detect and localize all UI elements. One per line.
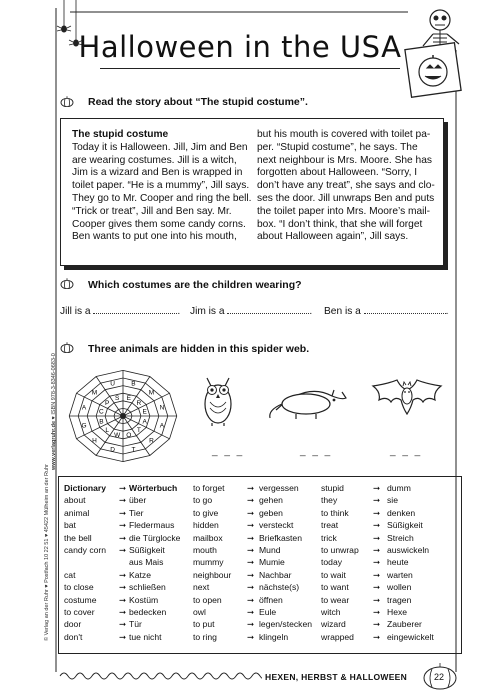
dict-german-term: Mumie — [259, 557, 285, 568]
story-line: per. “Stupid costume”, he says. The — [257, 141, 418, 153]
owl-icon — [198, 372, 238, 428]
page-number: 22 — [434, 672, 445, 682]
arrow-icon: ➞ — [373, 520, 381, 531]
answer-jim: Jim is a . — [190, 306, 313, 317]
dict-english-term: next — [193, 582, 210, 593]
task-2-instruction: Which costumes are the children wearing? — [88, 279, 302, 291]
arrow-icon: ➞ — [247, 544, 255, 555]
side-publisher-info: © Verlag an der Ruhr ♥ Postfach 10 22 51 ♥ 45422 Mülheim an der Ruhr — [44, 464, 50, 641]
dict-german-term: schließen — [129, 582, 166, 593]
arrow-icon: ➞ — [373, 495, 381, 506]
dict-german-term: bedecken — [129, 606, 167, 617]
dict-english-term: to cover — [64, 606, 95, 617]
dict-english-term: to give — [193, 507, 219, 518]
dict-col-1-en — [64, 482, 122, 643]
title-underline — [100, 68, 400, 69]
pumpkin-icon — [60, 96, 74, 107]
dict-english-term: costume — [64, 594, 97, 605]
web-letter[interactable]: A — [159, 422, 165, 430]
dict-german-term: Zauberer — [387, 619, 422, 630]
bat-answer-blank[interactable]: _ _ _ — [390, 446, 423, 457]
dict-german-term: warten — [387, 569, 413, 580]
story-line: Cooper gives them some candy corns. — [72, 218, 246, 230]
dict-english-term: wrapped — [321, 631, 354, 642]
story-line: Jim is a wizard and Ben is wrapped in — [72, 167, 243, 179]
arrow-icon: ➞ — [119, 495, 127, 506]
arrow-icon: ➞ — [119, 606, 127, 617]
dict-english-term: cat — [64, 569, 76, 580]
dict-german-term: Süßigkeit — [129, 544, 165, 555]
dict-english-term: neighbour — [193, 569, 232, 580]
answer-line[interactable] — [227, 305, 309, 314]
task-3-instruction: Three animals are hidden in this spider web. — [88, 343, 310, 355]
dict-german-term: sie — [387, 495, 398, 506]
arrow-icon: ➞ — [247, 557, 255, 568]
dict-col-3-arrows — [373, 482, 380, 643]
arrow-icon: ➞ — [119, 507, 127, 518]
arrow-icon: ➞ — [373, 544, 381, 555]
arrow-icon: ➞ — [119, 483, 127, 493]
dict-german-term: über — [129, 495, 147, 506]
arrow-icon: ➞ — [373, 631, 381, 642]
story-line: next neighbour is Mrs. Moore. She has — [257, 154, 432, 166]
arrow-icon: ➞ — [247, 520, 255, 531]
dict-col-1-arrows — [119, 482, 126, 643]
dict-german-term: die Türglocke — [129, 532, 181, 543]
dict-german-term: geben — [259, 507, 283, 518]
dict-english-term: to wait — [321, 569, 346, 580]
web-letter[interactable]: D — [110, 446, 115, 454]
arrow-icon: ➞ — [119, 569, 127, 580]
story-left-column — [72, 129, 252, 244]
arrow-icon: ➞ — [373, 619, 381, 630]
dict-german-term: Süßigkeit — [387, 520, 423, 531]
story-line: ses the door. Jill unwraps Ben and puts — [257, 192, 435, 204]
dict-german-term: vergessen — [259, 483, 299, 493]
story-line: box. “I don’t think, that she will forget — [257, 218, 423, 230]
arrow-icon: ➞ — [247, 606, 255, 617]
story-line: are wearing costumes. Jill is a witch, — [72, 154, 237, 166]
dict-german-term: denken — [387, 507, 416, 518]
dict-german-term: Nachbar — [259, 569, 292, 580]
arrow-icon: ➞ — [247, 495, 255, 506]
dict-german-term: heute — [387, 557, 409, 568]
web-letter[interactable]: G — [81, 422, 87, 430]
dict-german-term: Katze — [129, 569, 151, 580]
arrow-icon: ➞ — [247, 532, 255, 543]
arrow-icon: ➞ — [247, 631, 255, 642]
spider-icon — [120, 413, 126, 419]
dict-german-term: versteckt — [259, 520, 294, 531]
web-letter[interactable]: B — [99, 418, 104, 426]
arrow-icon: ➞ — [247, 483, 255, 493]
story-line: don’t have any treat”, she says and clo- — [257, 180, 435, 192]
dict-col-3-en — [321, 482, 379, 643]
dict-english-term: to think — [321, 507, 349, 518]
dict-english-term: they — [321, 495, 338, 506]
story-line: Today it is Halloween. Jill, Jim and Ben — [72, 141, 248, 153]
dict-german-term: nächste(s) — [259, 582, 300, 593]
dict-col-2-de — [259, 482, 323, 643]
web-letter[interactable]: A — [81, 404, 87, 412]
story-line: toilet paper. “He is a mummy”, Jill says. — [72, 180, 250, 192]
arrow-icon: ➞ — [119, 582, 127, 593]
pumpkin-icon — [60, 342, 74, 353]
arrow-icon: ➞ — [373, 582, 381, 593]
dict-english-term: mouth — [193, 544, 217, 555]
answer-line[interactable] — [364, 305, 446, 314]
story-right-column — [257, 129, 439, 244]
dict-german-term: Streich — [387, 532, 414, 543]
dict-german-term: Hexe — [387, 606, 408, 617]
arrow-icon: ➞ — [119, 631, 127, 642]
dict-german-term: gehen — [259, 495, 283, 506]
arrow-icon: ➞ — [119, 619, 127, 630]
web-letter[interactable]: W — [114, 431, 121, 439]
dict-english-term: door — [64, 619, 82, 630]
story-line: “Trick or treat”, Jill and Ben say. Mr. — [72, 205, 232, 217]
dictionary-table — [58, 476, 462, 654]
dict-english-term: wizard — [321, 619, 346, 630]
dict-german-term: auswickeln — [387, 544, 430, 555]
web-letter[interactable]: T — [136, 426, 141, 434]
arrow-icon: ➞ — [373, 483, 381, 493]
arrow-icon: ➞ — [373, 606, 381, 617]
dict-english-term: don't — [64, 631, 83, 642]
dict-english-term — [64, 556, 122, 568]
story-box — [60, 118, 444, 266]
web-letter[interactable]: P — [104, 400, 110, 408]
dict-german-term: wollen — [387, 582, 412, 593]
owl-answer-blank[interactable]: _ _ _ — [212, 446, 245, 457]
dict-english-term: stupid — [321, 483, 344, 493]
web-letter[interactable]: T — [131, 446, 136, 454]
answer-line[interactable] — [93, 305, 177, 314]
web-letter[interactable]: S — [115, 395, 120, 403]
answer-jill: Jill is a . — [60, 306, 181, 317]
dict-english-term: about — [64, 495, 86, 506]
task-1-instruction: Read the story about “The stupid costume”. — [88, 96, 308, 108]
dict-english-term: owl — [193, 606, 206, 617]
dict-german-term: legen/stecken — [259, 619, 313, 630]
story-line: about Halloween again”, Jill says. — [257, 231, 409, 243]
dict-german-term: öffnen — [259, 594, 283, 605]
arrow-icon: ➞ — [247, 569, 255, 580]
dict-english-term: mummy — [193, 557, 224, 568]
dict-english-term: treat — [321, 520, 339, 531]
dict-english-term: to forget — [193, 483, 225, 493]
web-letter[interactable]: U — [110, 380, 115, 388]
story-line: Ben wants to put one into his mouth, — [72, 231, 237, 243]
dict-english-term: witch — [321, 606, 341, 617]
arrow-icon: ➞ — [373, 557, 381, 568]
web-letter[interactable]: O — [126, 431, 132, 439]
dict-german-term: dumm — [387, 483, 411, 493]
arrow-icon: ➞ — [119, 594, 127, 605]
arrow-icon: ➞ — [247, 594, 255, 605]
dict-english-term: animal — [64, 507, 90, 518]
side-web-info: www.verlagruhr.de ♥ ISBN 978-3-8346-0683-0 — [51, 353, 57, 470]
arrow-icon: ➞ — [373, 507, 381, 518]
dict-german-term: Eule — [259, 606, 277, 617]
dict-german-term: Tier — [129, 507, 144, 518]
web-letter[interactable]: C — [99, 408, 104, 416]
story-line: but his mouth is covered with toilet pa- — [257, 129, 431, 140]
dict-german-term: tragen — [387, 594, 412, 605]
dict-english-term: hidden — [193, 520, 219, 531]
web-letter[interactable]: R — [149, 437, 154, 445]
dict-german-term: tue nicht — [129, 631, 162, 642]
rat-answer-blank[interactable]: _ _ _ — [300, 446, 333, 457]
dict-english-term: to wear — [321, 594, 350, 605]
arrow-icon: ➞ — [373, 532, 381, 543]
answer-label: Jill is a — [60, 306, 91, 317]
footer-label: HEXEN, HERBST & HALLOWEEN — [262, 672, 410, 682]
arrow-icon: ➞ — [119, 544, 127, 555]
arrow-icon: ➞ — [247, 619, 255, 630]
arrow-icon: ➞ — [119, 532, 127, 543]
rat-icon — [266, 376, 348, 422]
web-letter[interactable]: E — [126, 395, 131, 403]
dict-german-term: Fledermaus — [129, 520, 175, 531]
dict-english-term: to close — [64, 582, 94, 593]
dict-english-term: to want — [321, 582, 349, 593]
web-letter[interactable]: L — [105, 426, 109, 434]
dict-english-term: to unwrap — [321, 544, 359, 555]
arrow-icon: ➞ — [373, 569, 381, 580]
story-line: the toilet paper into Mrs. Moore’s mail- — [257, 205, 431, 217]
dict-english-term: today — [321, 557, 343, 568]
dict-german-term: Briefkasten — [259, 532, 302, 543]
dict-german-term: Tür — [129, 619, 142, 630]
spider-web-puzzle[interactable] — [62, 362, 184, 470]
answer-ben: Ben is a . — [324, 306, 449, 317]
dict-german-term: aus Mais — [129, 557, 164, 568]
answer-label: Ben is a — [324, 306, 361, 317]
dict-german-term: Mund — [259, 544, 281, 555]
web-letter[interactable]: N — [159, 404, 165, 412]
story-title: The stupid costume — [72, 129, 169, 140]
arrow-icon: ➞ — [373, 594, 381, 605]
web-letter[interactable]: M — [91, 389, 98, 397]
dict-german-term: klingeln — [259, 631, 289, 642]
web-letter[interactable]: A — [142, 418, 147, 426]
dict-english-term: trick — [321, 532, 337, 543]
dict-col-3-de — [387, 482, 459, 643]
dict-col-2-arrows — [247, 482, 254, 643]
story-line: forgotten about Halloween. “Sorry, I — [257, 167, 418, 179]
web-letter[interactable]: R — [136, 400, 142, 408]
web-letter[interactable]: E — [142, 408, 147, 416]
answer-label: Jim is a — [190, 306, 225, 317]
dict-english-term: Dictionary — [64, 483, 107, 493]
dict-english-term: bat — [64, 520, 76, 531]
story-line: They go to Mr. Cooper and ring the bell. — [72, 192, 252, 204]
web-letter[interactable]: H — [92, 437, 97, 445]
dict-english-term: to ring — [193, 631, 217, 642]
web-letter[interactable]: M — [148, 389, 155, 397]
dict-english-term: mailbox — [193, 532, 223, 543]
dict-english-term: to put — [193, 619, 215, 630]
dict-german-term: eingewickelt — [387, 631, 434, 642]
pumpkin-icon — [60, 278, 74, 289]
dict-english-term: to open — [193, 594, 222, 605]
bat-icon — [370, 374, 444, 426]
dict-german-term: Kostüm — [129, 594, 159, 605]
dict-german-term: Wörterbuch — [129, 483, 178, 493]
dict-english-term: candy corn — [64, 544, 107, 555]
dict-english-term: the bell — [64, 532, 92, 543]
dict-col-1-de — [129, 482, 189, 643]
arrow-icon — [119, 556, 126, 568]
page-title: Halloween in the USA — [78, 30, 402, 64]
arrow-icon: ➞ — [247, 507, 255, 518]
dict-english-term: to go — [193, 495, 213, 506]
web-letter[interactable]: B — [131, 380, 136, 388]
dict-col-2-en — [193, 482, 251, 643]
arrow-icon: ➞ — [247, 582, 255, 593]
arrow-icon: ➞ — [119, 520, 127, 531]
